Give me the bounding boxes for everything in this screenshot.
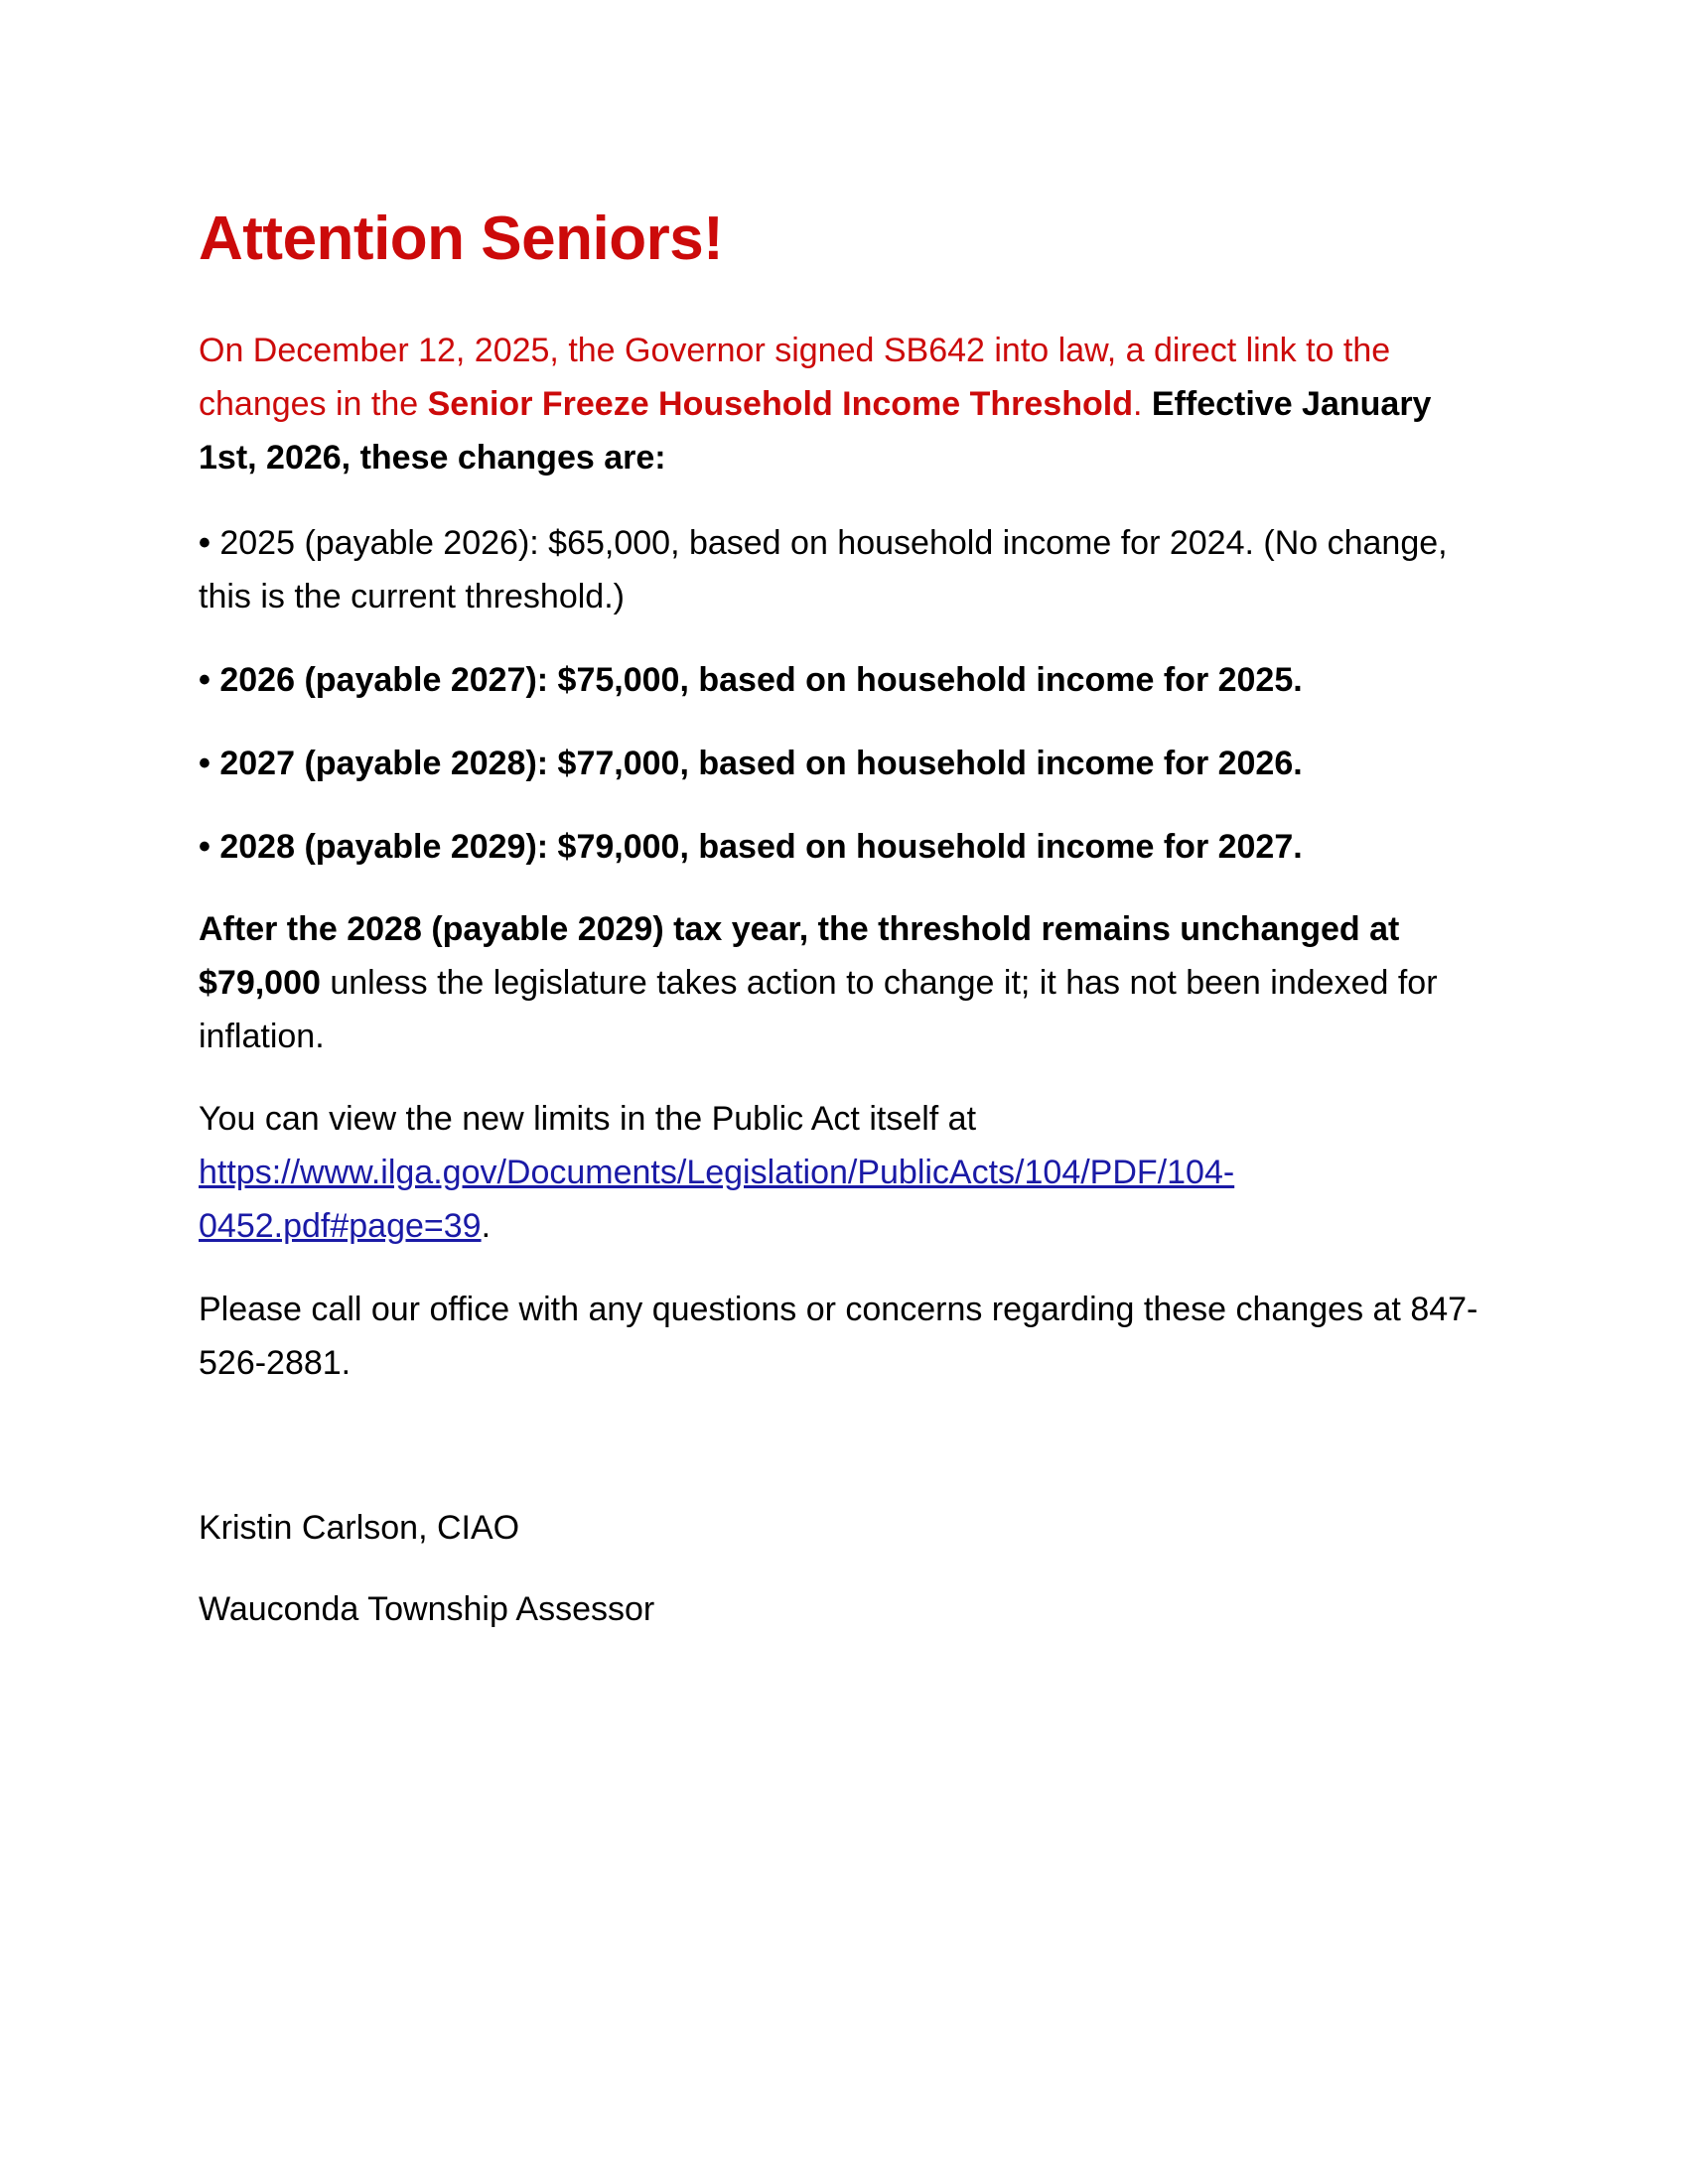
signature-name: Kristin Carlson, CIAO — [199, 1509, 520, 1547]
signature-office: Wauconda Township Assessor — [199, 1590, 655, 1628]
page-title: Attention Seniors! — [199, 205, 724, 273]
public-act-text: You can view the new limits in the Public Act itself at — [199, 1100, 977, 1138]
link-line-2[interactable]: 0452.pdf#page=39 — [199, 1207, 482, 1245]
bullet-item-2028 — [199, 820, 1489, 874]
contact-paragraph: Please call our office with any questions or concerns regarding these changes at 847-526-2881. — [199, 1291, 1478, 1382]
after-threshold-paragraph — [199, 902, 1489, 1063]
bullet-item-2026 — [199, 653, 1489, 707]
after-rest-text: unless the legislature takes action to change it; it has not been indexed for inflation. — [199, 964, 1438, 1055]
link-line-1[interactable]: https://www.ilga.gov/Documents/Legislation/PublicActs/104/PDF/104- — [199, 1154, 1235, 1191]
intro-period: . — [1132, 385, 1143, 423]
bullet-icon: • — [199, 745, 211, 782]
bullet-text: 2028 (payable 2029): $79,000, based on household income for 2027. — [219, 828, 1303, 866]
effective-date-text: Effective January 1st, 2026, these changes are: — [199, 385, 1432, 477]
bullet-icon: • — [199, 661, 211, 699]
bullet-icon: • — [199, 828, 211, 866]
bullet-item-2025 — [199, 516, 1489, 623]
document-page — [199, 0, 1489, 2184]
bullet-text: 2026 (payable 2027): $75,000, based on household income for 2025. — [219, 661, 1303, 699]
intro-text: On December 12, 2025, the Governor signed SB642 into law, a direct link to the changes in the — [199, 332, 1391, 423]
link-period: . — [481, 1207, 492, 1245]
intro-paragraph — [199, 324, 1489, 484]
bullet-item-2027 — [199, 737, 1489, 790]
public-act-paragraph — [199, 1092, 1489, 1253]
bullet-text: 2025 (payable 2026): $65,000, based on household income for 2024. (No change, this is the current threshold.) — [199, 524, 1448, 615]
public-act-link[interactable] — [199, 1154, 1234, 1245]
after-bold-text: After the 2028 (payable 2029) tax year, the threshold remains unchanged at $79,000 — [199, 910, 1400, 1002]
bullet-text: 2027 (payable 2028): $77,000, based on household income for 2026. — [219, 745, 1303, 782]
bullet-icon: • — [199, 524, 211, 562]
threshold-name: Senior Freeze Household Income Threshold — [427, 385, 1133, 423]
